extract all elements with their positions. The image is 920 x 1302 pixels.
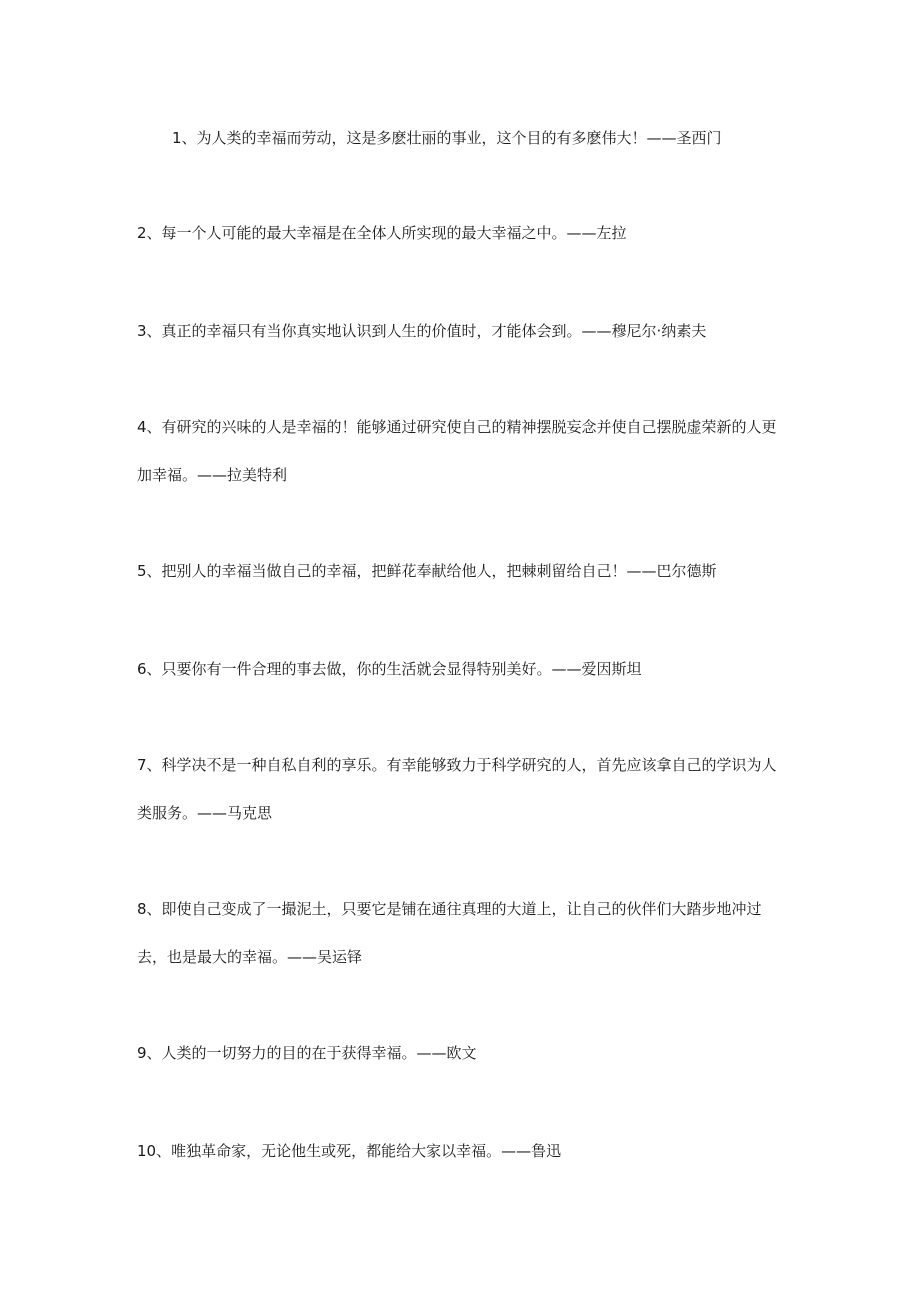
quote-7: 7、科学决不是一种自私自利的享乐。有幸能够致力于科学研究的人，首先应该拿自己的学识为人类服务。——马克思 [137,756,777,822]
quote-4: 4、有研究的兴味的人是幸福的！能够通过研究使自己的精神摆脱妄念并使自己摆脱虚荣新的人更加幸福。——拉美特利 [137,418,777,484]
quote-1: 1、为人类的幸福而劳动，这是多麽壮丽的事业，这个目的有多麽伟大！——圣西门 [172,129,722,147]
quote-2: 2、每一个人可能的最大幸福是在全体人所实现的最大幸福之中。——左拉 [137,224,627,242]
quote-3: 3、真正的幸福只有当你真实地认识到人生的价值时，才能体会到。——穆尼尔·纳素夫 [137,322,707,340]
quote-5: 5、把别人的幸福当做自己的幸福，把鲜花奉献给他人，把棘刺留给自己！——巴尔德斯 [137,562,717,580]
quote-10: 10、唯独革命家，无论他生或死，都能给大家以幸福。——鲁迅 [137,1142,562,1160]
quote-8: 8、即使自己变成了一撮泥土，只要它是铺在通往真理的大道上，让自己的伙伴们大踏步地冲过去，也是最大的幸福。——吴运铎 [137,900,762,966]
quote-6: 6、只要你有一件合理的事去做，你的生活就会显得特别美好。——爱因斯坦 [137,660,642,678]
quote-9: 9、人类的一切努力的目的在于获得幸福。——欧文 [137,1044,477,1062]
